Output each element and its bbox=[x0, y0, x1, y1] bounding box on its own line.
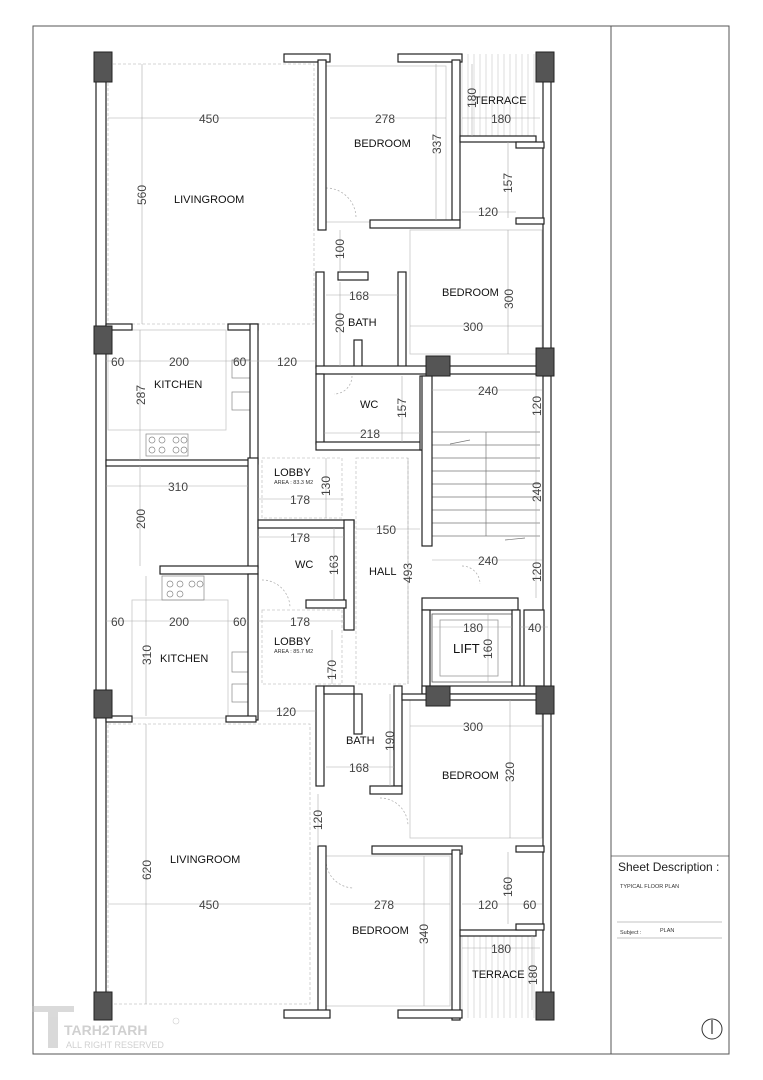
dim-label: 278 bbox=[374, 898, 395, 912]
subject-value: PLAN bbox=[660, 928, 675, 934]
dim-label: 120 bbox=[277, 355, 298, 369]
room-labels bbox=[154, 95, 527, 981]
dim-label: 100 bbox=[333, 238, 347, 259]
dim-label: 310 bbox=[140, 644, 154, 665]
dim-label: 560 bbox=[135, 184, 149, 205]
north-arrow-icon bbox=[702, 1019, 722, 1039]
dim-label: 157 bbox=[501, 172, 515, 193]
dim-label: 493 bbox=[401, 562, 415, 583]
room-label-livingroom-top: LIVINGROOM bbox=[174, 194, 245, 206]
dim-label: 300 bbox=[463, 320, 484, 334]
lobby-top-area: AREA : 83.3 M2 bbox=[274, 480, 314, 486]
dim-label: 200 bbox=[134, 508, 148, 529]
dim-label: 168 bbox=[349, 761, 370, 775]
logo-name: TARH2TARH bbox=[64, 1022, 148, 1038]
dim-label: 190 bbox=[383, 730, 397, 751]
dim-label: 218 bbox=[360, 427, 381, 441]
dim-label: 160 bbox=[501, 876, 515, 897]
dim-label: 150 bbox=[376, 523, 397, 537]
dim-label: 120 bbox=[478, 898, 499, 912]
dim-label: 60 bbox=[111, 615, 125, 629]
dim-label: 180 bbox=[465, 87, 479, 108]
dim-label: 200 bbox=[169, 615, 190, 629]
dim-label: 160 bbox=[481, 638, 495, 659]
room-label-bedroom-bottom-left: BEDROOM bbox=[352, 925, 409, 937]
room-label-bedroom-bottom-right: BEDROOM bbox=[442, 770, 499, 782]
dim-label: 180 bbox=[463, 621, 484, 635]
room-label-bath-top: BATH bbox=[348, 317, 377, 329]
dim-label: 178 bbox=[290, 531, 311, 545]
room-label-wc-mid: WC bbox=[295, 559, 314, 571]
dim-label: 240 bbox=[478, 384, 499, 398]
room-label-kitchen-top: KITCHEN bbox=[154, 379, 203, 391]
dim-label: 170 bbox=[325, 659, 339, 680]
dim-label: 337 bbox=[430, 133, 444, 154]
dim-label: 320 bbox=[503, 761, 517, 782]
dim-label: 120 bbox=[478, 205, 499, 219]
dim-label: 200 bbox=[169, 355, 190, 369]
dim-label: 60 bbox=[111, 355, 125, 369]
room-label-bath-bottom: BATH bbox=[346, 735, 375, 747]
room-label-kitchen-bottom: KITCHEN bbox=[160, 653, 209, 665]
dim-label: 163 bbox=[327, 554, 341, 575]
room-label-terrace-bottom: TERRACE bbox=[472, 969, 525, 981]
room-label-livingroom-bottom: LIVINGROOM bbox=[170, 854, 241, 866]
dim-label: 450 bbox=[199, 112, 220, 126]
dim-label: 450 bbox=[199, 898, 220, 912]
room-label-bedroom-top-left: BEDROOM bbox=[354, 138, 411, 150]
room-label-wc-top: WC bbox=[360, 399, 379, 411]
dim-label: 60 bbox=[523, 898, 537, 912]
dim-label: 287 bbox=[134, 384, 148, 405]
staircase bbox=[432, 432, 540, 540]
lobby-bottom-area: AREA : 85.7 M2 bbox=[274, 649, 314, 655]
dim-label: 180 bbox=[491, 942, 512, 956]
sheet-description-value: TYPICAL FLOOR PLAN bbox=[620, 884, 680, 890]
dim-label: 60 bbox=[233, 355, 247, 369]
dim-label: 240 bbox=[478, 554, 499, 568]
dim-label: 60 bbox=[233, 615, 247, 629]
dim-label: 120 bbox=[276, 705, 297, 719]
room-label-hall: HALL bbox=[369, 566, 397, 578]
room-label-lobby-top: LOBBY bbox=[274, 467, 311, 479]
dim-label: 200 bbox=[333, 312, 347, 333]
dim-label: 40 bbox=[528, 621, 542, 635]
dim-label: 130 bbox=[319, 475, 333, 496]
room-label-terrace-top: TERRACE bbox=[474, 95, 527, 107]
dim-label: 180 bbox=[526, 964, 540, 985]
room-label-bedroom-top-right: BEDROOM bbox=[442, 287, 499, 299]
room-label-lobby-bottom: LOBBY bbox=[274, 636, 311, 648]
sheet-description-title: Sheet Description : bbox=[618, 860, 720, 874]
dim-label: 178 bbox=[290, 493, 311, 507]
logo-tagline: ALL RIGHT RESERVED bbox=[66, 1040, 164, 1050]
dim-label: 120 bbox=[530, 561, 544, 582]
room-label-lift: LIFT bbox=[453, 641, 480, 656]
dim-label: 168 bbox=[349, 289, 370, 303]
dim-label: 278 bbox=[375, 112, 396, 126]
dim-label: 157 bbox=[395, 397, 409, 418]
title-block bbox=[611, 856, 729, 1039]
subject-label: Subject : bbox=[620, 930, 642, 936]
dim-label: 300 bbox=[463, 720, 484, 734]
kitchen-fixtures bbox=[146, 360, 250, 702]
dim-label: 120 bbox=[311, 809, 325, 830]
dim-label: 240 bbox=[530, 481, 544, 502]
dim-label: 620 bbox=[140, 859, 154, 880]
dim-label: 340 bbox=[417, 923, 431, 944]
dim-label: 310 bbox=[168, 480, 189, 494]
dim-label: 120 bbox=[530, 395, 544, 416]
dim-label: 300 bbox=[502, 288, 516, 309]
dim-label: 180 bbox=[491, 112, 512, 126]
dim-label: 178 bbox=[290, 615, 311, 629]
